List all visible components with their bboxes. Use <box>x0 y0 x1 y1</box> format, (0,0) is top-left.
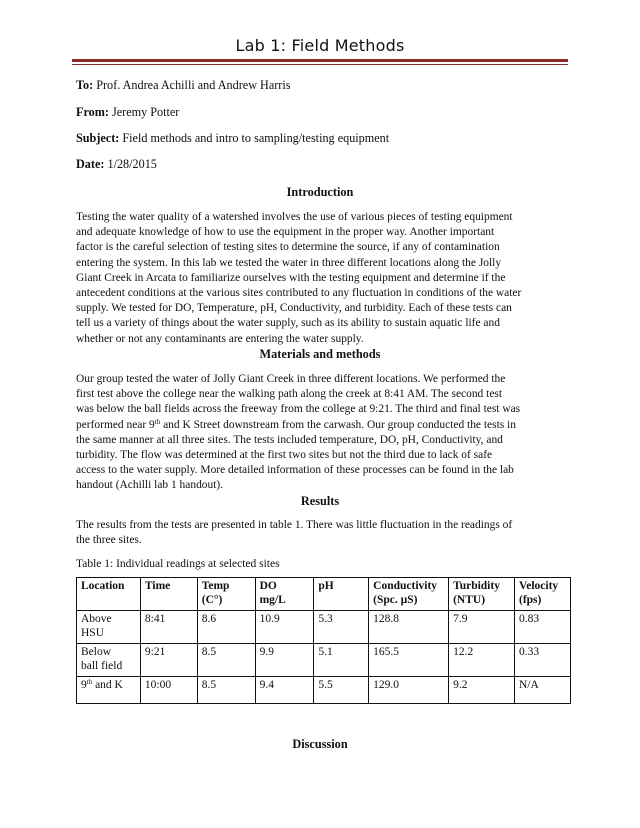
intro-line: supply. We tested for DO, Temperature, pH, Conductivity, and turbidity. Each of these tests can <box>76 302 512 315</box>
table-header-row <box>77 578 571 611</box>
header-ph: pH <box>314 578 369 611</box>
memo-date-label: Date: <box>76 157 105 171</box>
memo-to <box>76 78 291 93</box>
intro-line: entering the system. In this lab we tested the water in three different locations along the Jolly <box>76 256 502 269</box>
cell-location: 9th and K <box>77 677 141 704</box>
methods-line: Our group tested the water of Jolly Giant Creek in three different locations. We performed the <box>76 373 506 385</box>
header-conductivity: Conductivity (Spc. µS) <box>369 578 449 611</box>
results-heading: Results <box>300 494 340 508</box>
cell-velocity: N/A <box>515 677 571 704</box>
table-caption: Table 1: Individual readings at selected sites <box>76 558 280 570</box>
table-row <box>77 644 571 677</box>
cell-conductivity: 129.0 <box>369 677 449 704</box>
cell-time: 10:00 <box>140 677 197 704</box>
memo-from-label: From: <box>76 105 109 119</box>
memo-to-value: Prof. Andrea Achilli and Andrew Harris <box>96 78 291 92</box>
intro-line: Giant Creek in Arcata to familiarize ourselves with the testing equipment and determine if the <box>76 271 506 284</box>
introduction-heading: Introduction <box>286 185 354 199</box>
cell-temp: 8.5 <box>197 644 255 677</box>
intro-line: antecedent conditions at the various sites contributed to any fluctuation in conditions of the water <box>76 287 522 300</box>
methods-line: the same manner at all three sites. The tests included temperature, DO, pH, Conductivity, and <box>76 433 503 446</box>
memo-subject-value: Field methods and intro to sampling/testing equipment <box>122 131 390 145</box>
results-line: the three sites. <box>76 534 142 547</box>
intro-line: tell us a variety of things about the water supply, such as its ability to sustain aquatic life and <box>76 317 500 330</box>
introduction-paragraph <box>76 210 568 347</box>
cell-time: 8:41 <box>140 611 197 644</box>
table-row <box>77 677 571 704</box>
cell-temp: 8.6 <box>197 611 255 644</box>
methods-line: handout (Achilli lab 1 handout). <box>76 479 224 492</box>
cell-temp: 8.5 <box>197 677 255 704</box>
results-paragraph <box>76 518 568 548</box>
intro-line: whether or not any contaminants are entering the water supply. <box>76 332 364 345</box>
methods-line: was below the ball fields across the freeway from the college at 9:21. The third and final test was <box>76 403 521 416</box>
cell-turbidity: 12.2 <box>449 644 515 677</box>
header-do: DO mg/L <box>255 578 314 611</box>
intro-line: Testing the water quality of a watershed involves the use of various pieces of testing equipment <box>76 211 513 223</box>
methods-line: turbidity. The flow was determined at the first two sites but not the third due to lack of safe <box>76 449 493 462</box>
title-rule-thick <box>72 59 568 62</box>
methods-line <box>76 418 568 433</box>
intro-line: and adequate knowledge of how to use the equipment in the proper way. Another important <box>76 226 495 239</box>
cell-velocity: 0.83 <box>515 611 571 644</box>
memo-to-label: To: <box>76 78 94 92</box>
header-time: Time <box>140 578 197 611</box>
cell-ph: 5.1 <box>314 644 369 677</box>
methods-text: performed near 9 <box>76 418 155 431</box>
cell-time: 9:21 <box>140 644 197 677</box>
cell-location: Below ball field <box>77 644 141 677</box>
cell-velocity: 0.33 <box>515 644 571 677</box>
header-location: Location <box>77 578 141 611</box>
results-table <box>76 577 571 704</box>
header-turbidity: Turbidity (NTU) <box>449 578 515 611</box>
table-row <box>77 611 571 644</box>
methods-line: access to the water supply. More detailed information of these processes can be found in the lab <box>76 464 514 477</box>
methods-paragraph <box>76 372 568 494</box>
cell-ph: 5.5 <box>314 677 369 704</box>
memo-subject-label: Subject: <box>76 131 120 145</box>
methods-heading: Materials and methods <box>259 347 381 361</box>
title-rule-thin <box>72 64 568 65</box>
methods-text: and K Street downstream from the carwash. Our group conducted the tests in <box>160 418 516 431</box>
results-line: The results from the tests are presented in table 1. There was little fluctuation in the readings of <box>76 519 513 531</box>
memo-date-value: 1/28/2015 <box>107 157 157 171</box>
memo-subject <box>76 131 389 146</box>
cell-turbidity: 9.2 <box>449 677 515 704</box>
document-title: Lab 1: Field Methods <box>235 36 405 55</box>
methods-line: first test above the college near the walking path along the creek at 8:41 AM. The second test <box>76 388 503 401</box>
memo-from <box>76 105 179 120</box>
intro-line: factor is the careful selection of testing sites to determine the source, if any of contamination <box>76 241 500 254</box>
memo-date <box>76 157 157 172</box>
cell-turbidity: 7.9 <box>449 611 515 644</box>
discussion-heading: Discussion <box>292 737 348 751</box>
cell-do: 9.9 <box>255 644 314 677</box>
cell-conductivity: 165.5 <box>369 644 449 677</box>
header-temp: Temp (C°) <box>197 578 255 611</box>
memo-from-value: Jeremy Potter <box>112 105 180 119</box>
cell-location: Above HSU <box>77 611 141 644</box>
cell-ph: 5.3 <box>314 611 369 644</box>
cell-do: 9.4 <box>255 677 314 704</box>
cell-do: 10.9 <box>255 611 314 644</box>
header-velocity: Velocity (fps) <box>515 578 571 611</box>
ordinal-suffix: th <box>154 417 161 426</box>
cell-conductivity: 128.8 <box>369 611 449 644</box>
